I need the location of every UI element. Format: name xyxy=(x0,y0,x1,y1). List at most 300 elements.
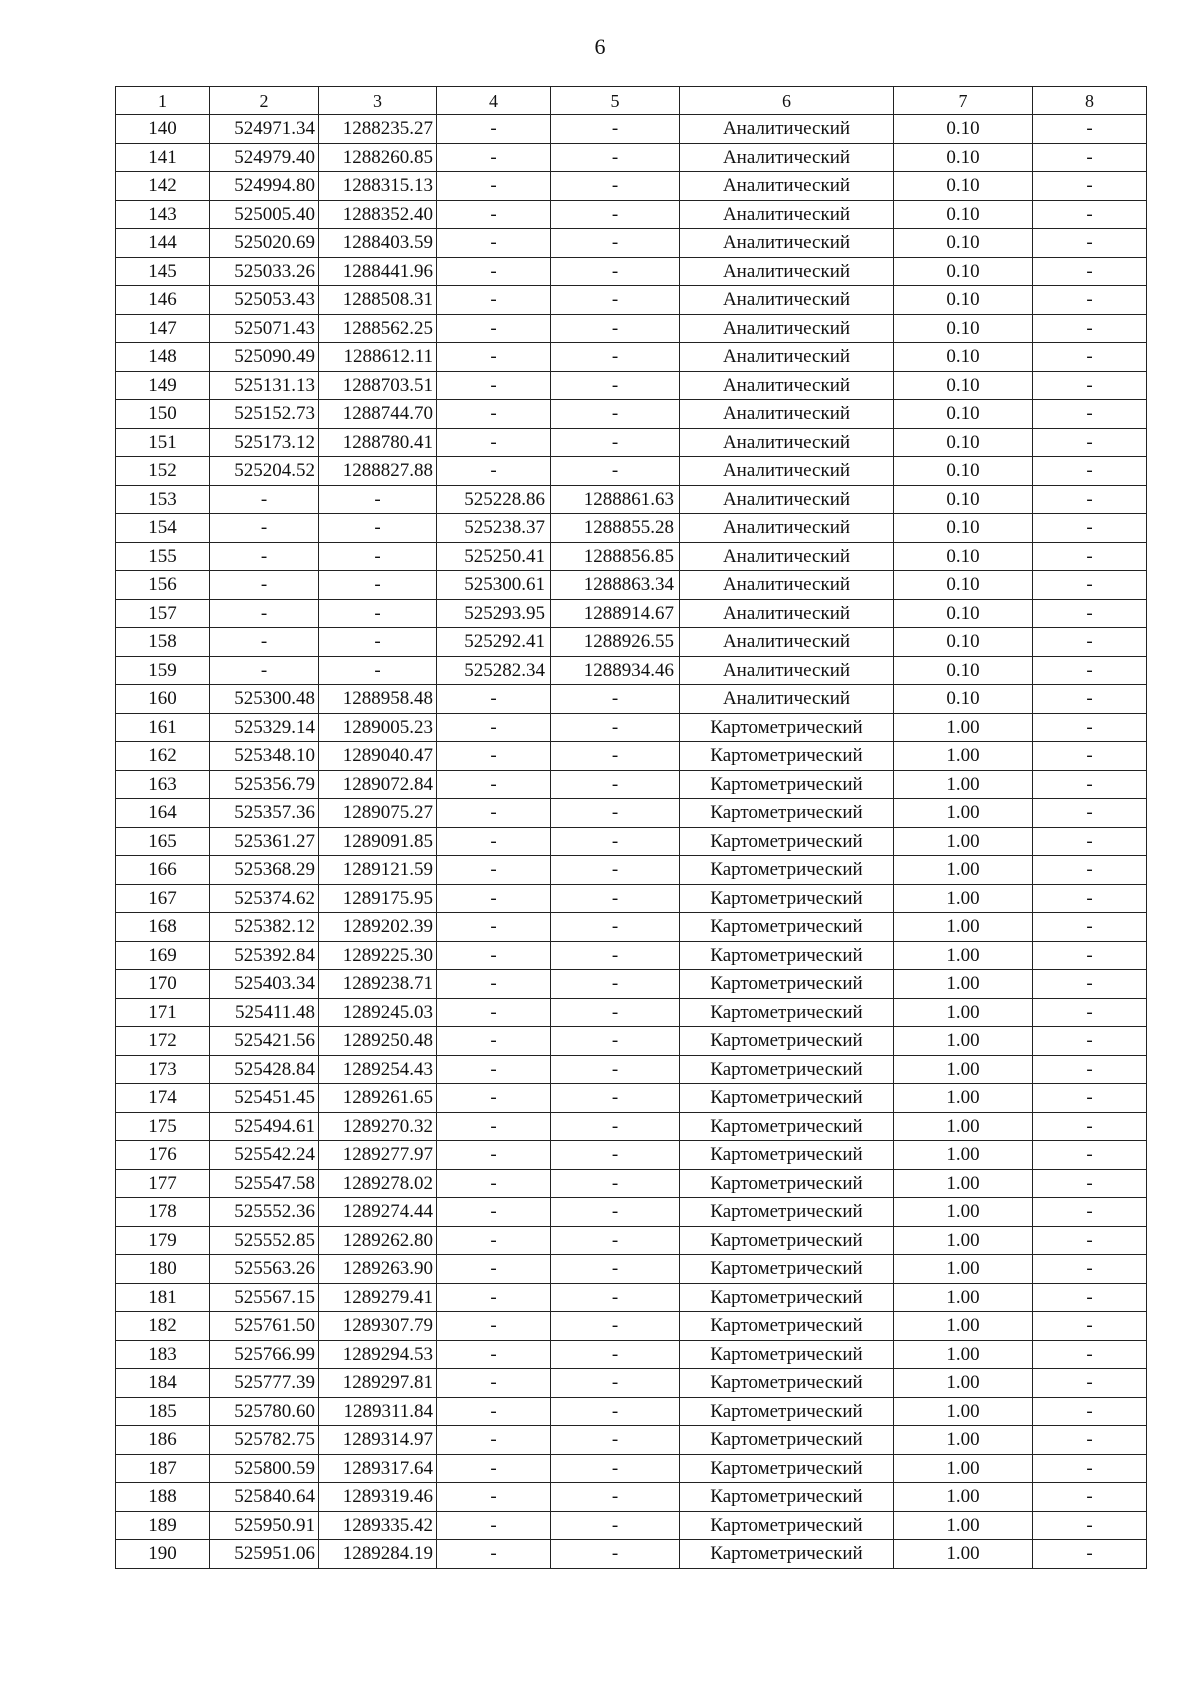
table-cell: Аналитический xyxy=(680,685,894,714)
table-cell: 525840.64 xyxy=(210,1483,319,1512)
table-cell: 1.00 xyxy=(894,713,1033,742)
table-cell: 1289278.02 xyxy=(319,1169,437,1198)
table-row xyxy=(116,115,1147,144)
table-row xyxy=(116,1198,1147,1227)
table-cell: 525494.61 xyxy=(210,1112,319,1141)
table-cell: - xyxy=(551,1283,680,1312)
table-cell: 1.00 xyxy=(894,1112,1033,1141)
table-cell: 1.00 xyxy=(894,884,1033,913)
table-cell: 158 xyxy=(116,628,210,657)
table-cell: 525131.13 xyxy=(210,371,319,400)
table-row xyxy=(116,1226,1147,1255)
table-cell: 0.10 xyxy=(894,314,1033,343)
table-cell: - xyxy=(437,314,551,343)
table-cell: 159 xyxy=(116,656,210,685)
table-cell: Аналитический xyxy=(680,143,894,172)
table-cell: 525250.41 xyxy=(437,542,551,571)
table-cell: - xyxy=(1033,1226,1147,1255)
table-cell: - xyxy=(551,172,680,201)
table-cell: - xyxy=(551,742,680,771)
table-cell: 1289311.84 xyxy=(319,1397,437,1426)
table-cell: 1289294.53 xyxy=(319,1340,437,1369)
table-cell: 1.00 xyxy=(894,1483,1033,1512)
table-cell: - xyxy=(437,428,551,457)
table-row xyxy=(116,371,1147,400)
table-cell: - xyxy=(1033,571,1147,600)
table-cell: 525238.37 xyxy=(437,514,551,543)
table-cell: 1.00 xyxy=(894,970,1033,999)
table-cell: Аналитический xyxy=(680,257,894,286)
table-cell: 1289277.97 xyxy=(319,1141,437,1170)
table-cell: 160 xyxy=(116,685,210,714)
column-header: 3 xyxy=(319,87,437,115)
table-cell: 1.00 xyxy=(894,1369,1033,1398)
table-cell: 0.10 xyxy=(894,628,1033,657)
table-cell: Картометрический xyxy=(680,998,894,1027)
table-cell: 525368.29 xyxy=(210,856,319,885)
table-cell: Картометрический xyxy=(680,799,894,828)
table-cell: - xyxy=(1033,172,1147,201)
table-cell: 146 xyxy=(116,286,210,315)
table-cell: - xyxy=(319,656,437,685)
table-cell: 0.10 xyxy=(894,371,1033,400)
table-cell: Аналитический xyxy=(680,485,894,514)
table-cell: Картометрический xyxy=(680,1369,894,1398)
table-cell: Картометрический xyxy=(680,856,894,885)
table-cell: - xyxy=(319,628,437,657)
table-cell: 0.10 xyxy=(894,143,1033,172)
table-cell: - xyxy=(437,827,551,856)
table-cell: - xyxy=(551,1483,680,1512)
table-cell: 156 xyxy=(116,571,210,600)
table-cell: 164 xyxy=(116,799,210,828)
table-cell: 1288863.34 xyxy=(551,571,680,600)
table-cell: Картометрический xyxy=(680,1141,894,1170)
table-cell: - xyxy=(210,656,319,685)
table-cell: 0.10 xyxy=(894,428,1033,457)
table-cell: Картометрический xyxy=(680,941,894,970)
table-cell: 525547.58 xyxy=(210,1169,319,1198)
table-cell: - xyxy=(437,143,551,172)
table-cell: 525428.84 xyxy=(210,1055,319,1084)
table-cell: - xyxy=(437,1283,551,1312)
table-cell: 525300.48 xyxy=(210,685,319,714)
table-cell: - xyxy=(210,599,319,628)
table-cell: 1.00 xyxy=(894,1084,1033,1113)
table-cell: - xyxy=(551,314,680,343)
table-cell: 1.00 xyxy=(894,1397,1033,1426)
table-cell: - xyxy=(551,457,680,486)
table-row xyxy=(116,343,1147,372)
table-cell: 182 xyxy=(116,1312,210,1341)
table-cell: - xyxy=(1033,1369,1147,1398)
table-row xyxy=(116,1055,1147,1084)
table-cell: - xyxy=(1033,1084,1147,1113)
table-cell: - xyxy=(551,1255,680,1284)
table-cell: 1288780.41 xyxy=(319,428,437,457)
table-cell: 525033.26 xyxy=(210,257,319,286)
table-cell: 525411.48 xyxy=(210,998,319,1027)
coordinates-table xyxy=(115,86,1147,1569)
table-cell: - xyxy=(437,1141,551,1170)
table-cell: 150 xyxy=(116,400,210,429)
table-cell: 1.00 xyxy=(894,1426,1033,1455)
table-cell: - xyxy=(551,143,680,172)
table-cell: 1.00 xyxy=(894,1283,1033,1312)
table-cell: - xyxy=(1033,941,1147,970)
table-cell: 0.10 xyxy=(894,115,1033,144)
table-row xyxy=(116,143,1147,172)
table-cell: 171 xyxy=(116,998,210,1027)
table-cell: Картометрический xyxy=(680,1340,894,1369)
table-row xyxy=(116,1141,1147,1170)
table-cell: - xyxy=(437,998,551,1027)
table-cell: 184 xyxy=(116,1369,210,1398)
table-cell: - xyxy=(1033,314,1147,343)
table-cell: 0.10 xyxy=(894,257,1033,286)
table-cell: 1289005.23 xyxy=(319,713,437,742)
table-cell: 178 xyxy=(116,1198,210,1227)
table-cell: 162 xyxy=(116,742,210,771)
table-cell: - xyxy=(437,1454,551,1483)
table-cell: - xyxy=(551,1426,680,1455)
table-row xyxy=(116,571,1147,600)
table-cell: 0.10 xyxy=(894,172,1033,201)
table-cell: 1289261.65 xyxy=(319,1084,437,1113)
table-cell: 1288744.70 xyxy=(319,400,437,429)
table-cell: Картометрический xyxy=(680,1454,894,1483)
table-cell: 525766.99 xyxy=(210,1340,319,1369)
table-row xyxy=(116,1340,1147,1369)
table-cell: 1.00 xyxy=(894,1312,1033,1341)
table-cell: 525421.56 xyxy=(210,1027,319,1056)
table-cell: 0.10 xyxy=(894,514,1033,543)
table-cell: - xyxy=(1033,115,1147,144)
table-cell: - xyxy=(551,257,680,286)
table-row xyxy=(116,1312,1147,1341)
table-cell: Картометрический xyxy=(680,1426,894,1455)
table-cell: - xyxy=(1033,143,1147,172)
table-cell: 525348.10 xyxy=(210,742,319,771)
table-cell: - xyxy=(1033,685,1147,714)
table-cell: 179 xyxy=(116,1226,210,1255)
table-cell: - xyxy=(551,1226,680,1255)
table-row xyxy=(116,799,1147,828)
table-cell: Картометрический xyxy=(680,1540,894,1569)
table-cell: 153 xyxy=(116,485,210,514)
table-cell: 525293.95 xyxy=(437,599,551,628)
table-cell: 1.00 xyxy=(894,941,1033,970)
table-cell: - xyxy=(210,571,319,600)
column-header: 1 xyxy=(116,87,210,115)
table-cell: - xyxy=(437,400,551,429)
table-cell: 525382.12 xyxy=(210,913,319,942)
table-cell: - xyxy=(319,599,437,628)
table-cell: 1289202.39 xyxy=(319,913,437,942)
table-cell: - xyxy=(551,685,680,714)
table-cell: Картометрический xyxy=(680,770,894,799)
table-row xyxy=(116,1283,1147,1312)
table-cell: - xyxy=(551,998,680,1027)
table-cell: 0.10 xyxy=(894,286,1033,315)
table-cell: - xyxy=(551,1540,680,1569)
table-row xyxy=(116,1426,1147,1455)
table-cell: 1288315.13 xyxy=(319,172,437,201)
table-cell: - xyxy=(437,1084,551,1113)
table-cell: - xyxy=(1033,229,1147,258)
table-cell: - xyxy=(1033,998,1147,1027)
table-cell: - xyxy=(1033,485,1147,514)
page-number: 6 xyxy=(594,34,606,59)
table-cell: Картометрический xyxy=(680,1027,894,1056)
table-cell: - xyxy=(1033,343,1147,372)
table-cell: - xyxy=(437,343,551,372)
table-cell: - xyxy=(551,229,680,258)
table-cell: 169 xyxy=(116,941,210,970)
table-cell: - xyxy=(437,742,551,771)
table-cell: - xyxy=(1033,713,1147,742)
table-row xyxy=(116,485,1147,514)
table-cell: Картометрический xyxy=(680,1226,894,1255)
table-cell: - xyxy=(1033,1283,1147,1312)
table-cell: - xyxy=(551,1397,680,1426)
table-cell: 1.00 xyxy=(894,1255,1033,1284)
table-cell: - xyxy=(1033,200,1147,229)
table-cell: Аналитический xyxy=(680,457,894,486)
table-cell: 524971.34 xyxy=(210,115,319,144)
table-cell: 1289307.79 xyxy=(319,1312,437,1341)
table-cell: 525567.15 xyxy=(210,1283,319,1312)
table-cell: 1.00 xyxy=(894,1198,1033,1227)
table-row xyxy=(116,172,1147,201)
table-cell: Аналитический xyxy=(680,514,894,543)
table-cell: 1288612.11 xyxy=(319,343,437,372)
table-cell: - xyxy=(437,1312,551,1341)
table-cell: - xyxy=(551,1055,680,1084)
table-cell: - xyxy=(437,941,551,970)
table-cell: - xyxy=(551,400,680,429)
table-cell: - xyxy=(437,1198,551,1227)
table-cell: 525005.40 xyxy=(210,200,319,229)
table-row xyxy=(116,1255,1147,1284)
table-cell: 1289335.42 xyxy=(319,1511,437,1540)
table-cell: - xyxy=(1033,1255,1147,1284)
table-cell: - xyxy=(437,1369,551,1398)
table-cell: - xyxy=(1033,913,1147,942)
table-cell: - xyxy=(437,970,551,999)
table-cell: Картометрический xyxy=(680,1312,894,1341)
table-row xyxy=(116,1454,1147,1483)
table-cell: 190 xyxy=(116,1540,210,1569)
column-header: 5 xyxy=(551,87,680,115)
table-cell: 1289075.27 xyxy=(319,799,437,828)
table-cell: 1.00 xyxy=(894,1454,1033,1483)
table-row xyxy=(116,542,1147,571)
table-cell: 154 xyxy=(116,514,210,543)
table-cell: 172 xyxy=(116,1027,210,1056)
table-row xyxy=(116,856,1147,885)
table-cell: 1.00 xyxy=(894,1027,1033,1056)
table-cell: 524979.40 xyxy=(210,143,319,172)
table-cell: - xyxy=(1033,1198,1147,1227)
table-row xyxy=(116,286,1147,315)
table-cell: - xyxy=(1033,599,1147,628)
table-row xyxy=(116,514,1147,543)
table-cell: Картометрический xyxy=(680,713,894,742)
table-cell: - xyxy=(437,1226,551,1255)
table-cell: 525357.36 xyxy=(210,799,319,828)
table-row xyxy=(116,400,1147,429)
table-cell: - xyxy=(551,1112,680,1141)
table-row xyxy=(116,685,1147,714)
table-cell: 145 xyxy=(116,257,210,286)
table-cell: 1.00 xyxy=(894,1226,1033,1255)
table-cell: - xyxy=(551,1340,680,1369)
table-row xyxy=(116,970,1147,999)
table-cell: - xyxy=(437,1540,551,1569)
table-cell: 1289175.95 xyxy=(319,884,437,913)
table-cell: 0.10 xyxy=(894,457,1033,486)
table-cell: - xyxy=(319,485,437,514)
table-cell: - xyxy=(551,1084,680,1113)
table-cell: 525152.73 xyxy=(210,400,319,429)
table-row xyxy=(116,1483,1147,1512)
table-cell: 144 xyxy=(116,229,210,258)
table-cell: Аналитический xyxy=(680,200,894,229)
table-cell: Картометрический xyxy=(680,884,894,913)
table-cell: 525020.69 xyxy=(210,229,319,258)
column-header: 6 xyxy=(680,87,894,115)
table-body xyxy=(116,115,1147,1569)
table-cell: - xyxy=(437,884,551,913)
table-cell: - xyxy=(437,457,551,486)
table-cell: - xyxy=(437,1027,551,1056)
table-cell: 0.10 xyxy=(894,485,1033,514)
table-cell: 1.00 xyxy=(894,1141,1033,1170)
table-cell: - xyxy=(551,1027,680,1056)
table-cell: Картометрический xyxy=(680,1397,894,1426)
table-cell: - xyxy=(1033,1141,1147,1170)
table-cell: 161 xyxy=(116,713,210,742)
table-cell: - xyxy=(1033,827,1147,856)
table-cell: - xyxy=(551,1141,680,1170)
table-cell: - xyxy=(551,343,680,372)
table-cell: 525292.41 xyxy=(437,628,551,657)
table-cell: - xyxy=(437,1055,551,1084)
table-cell: - xyxy=(437,1255,551,1284)
table-cell: Картометрический xyxy=(680,1283,894,1312)
table-cell: 525361.27 xyxy=(210,827,319,856)
table-cell: 525552.85 xyxy=(210,1226,319,1255)
table-cell: 1289319.46 xyxy=(319,1483,437,1512)
table-cell: 170 xyxy=(116,970,210,999)
table-cell: 0.10 xyxy=(894,400,1033,429)
table-cell: 525374.62 xyxy=(210,884,319,913)
table-cell: - xyxy=(1033,1340,1147,1369)
table-cell: Картометрический xyxy=(680,1169,894,1198)
table-cell: - xyxy=(437,799,551,828)
table-cell: 1.00 xyxy=(894,856,1033,885)
table-cell: 167 xyxy=(116,884,210,913)
table-cell: Аналитический xyxy=(680,656,894,685)
table-cell: 141 xyxy=(116,143,210,172)
table-cell: Картометрический xyxy=(680,1055,894,1084)
table-cell: 1288958.48 xyxy=(319,685,437,714)
table-cell: 140 xyxy=(116,115,210,144)
table-row xyxy=(116,599,1147,628)
table-cell: - xyxy=(1033,1426,1147,1455)
table-cell: - xyxy=(437,229,551,258)
table-cell: 525761.50 xyxy=(210,1312,319,1341)
table-cell: 1289072.84 xyxy=(319,770,437,799)
table-cell: 525173.12 xyxy=(210,428,319,457)
table-cell: - xyxy=(1033,1540,1147,1569)
table-cell: Аналитический xyxy=(680,314,894,343)
table-cell: - xyxy=(210,514,319,543)
table-row xyxy=(116,742,1147,771)
table-cell: 176 xyxy=(116,1141,210,1170)
table-cell: Картометрический xyxy=(680,913,894,942)
table-cell: - xyxy=(551,856,680,885)
table-cell: 1.00 xyxy=(894,799,1033,828)
table-cell: - xyxy=(551,770,680,799)
table-cell: 0.10 xyxy=(894,685,1033,714)
table-cell: Картометрический xyxy=(680,1112,894,1141)
table-cell: - xyxy=(1033,856,1147,885)
table-cell: 188 xyxy=(116,1483,210,1512)
table-cell: 525204.52 xyxy=(210,457,319,486)
table-row xyxy=(116,1511,1147,1540)
table-cell: - xyxy=(551,713,680,742)
table-cell: 155 xyxy=(116,542,210,571)
table-cell: 1289263.90 xyxy=(319,1255,437,1284)
table-cell: 0.10 xyxy=(894,229,1033,258)
table-cell: Аналитический xyxy=(680,172,894,201)
table-cell: 1289250.48 xyxy=(319,1027,437,1056)
table-cell: 0.10 xyxy=(894,542,1033,571)
table-cell: 1.00 xyxy=(894,742,1033,771)
table-cell: - xyxy=(1033,457,1147,486)
table-cell: 163 xyxy=(116,770,210,799)
table-row xyxy=(116,1369,1147,1398)
table-cell: - xyxy=(1033,1055,1147,1084)
table-cell: - xyxy=(437,200,551,229)
table-cell: - xyxy=(1033,656,1147,685)
table-cell: 148 xyxy=(116,343,210,372)
table-cell: 1288508.31 xyxy=(319,286,437,315)
table-cell: Аналитический xyxy=(680,371,894,400)
table-cell: 525782.75 xyxy=(210,1426,319,1455)
table-cell: - xyxy=(319,542,437,571)
table-cell: - xyxy=(437,1511,551,1540)
table-cell: 1.00 xyxy=(894,1169,1033,1198)
table-cell: - xyxy=(551,970,680,999)
table-row xyxy=(116,656,1147,685)
table-cell: - xyxy=(437,115,551,144)
table-cell: - xyxy=(1033,371,1147,400)
table-cell: 152 xyxy=(116,457,210,486)
table-cell: 525552.36 xyxy=(210,1198,319,1227)
table-row xyxy=(116,628,1147,657)
column-header: 8 xyxy=(1033,87,1147,115)
table-cell: 525800.59 xyxy=(210,1454,319,1483)
table-cell: - xyxy=(1033,1483,1147,1512)
table-cell: - xyxy=(210,542,319,571)
table-cell: 1288855.28 xyxy=(551,514,680,543)
table-cell: - xyxy=(1033,428,1147,457)
table-cell: 1289270.32 xyxy=(319,1112,437,1141)
table-cell: - xyxy=(551,1169,680,1198)
